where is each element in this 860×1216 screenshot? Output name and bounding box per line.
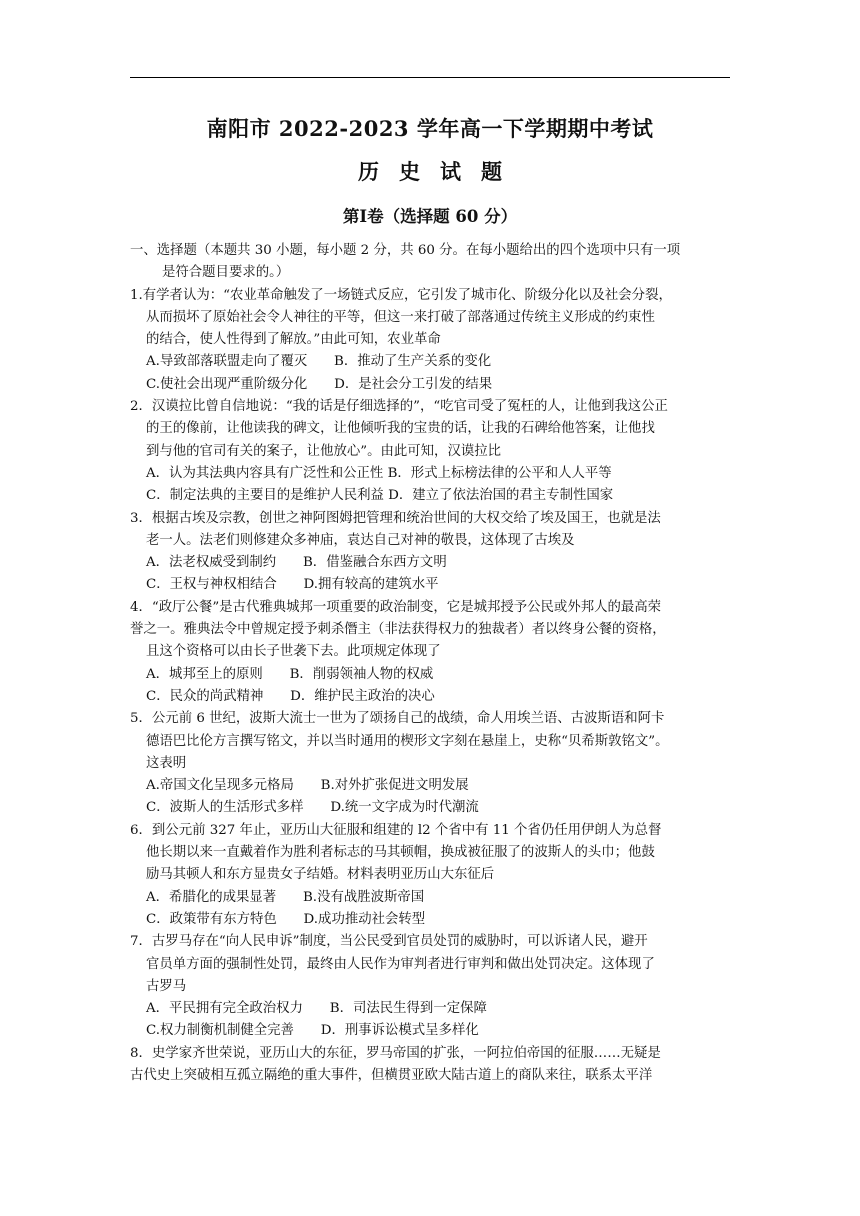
text-line-q5-1: 5．公元前 6 世纪，波斯大流士一世为了颂扬自己的战绩，命人用埃兰语、古波斯语和阿卡 <box>130 711 665 727</box>
text-line-q4-4: A．城邦至上的原则 B．削弱领袖人物的权威 <box>146 666 434 682</box>
text-line-q1-4: A.导致部落联盟走向了覆灭 B．推动了生产关系的变化 <box>146 354 492 370</box>
text-line-q4-5: C．民众的尚武精神 D．维护民主政治的决心 <box>146 688 435 704</box>
text-line-q6-3: 励马其顿人和东方显贵女子结婚。材料表明亚历山大东征后 <box>146 867 495 883</box>
text-line-q8-1: 8．史学家齐世荣说，亚历山大的东征，罗马帝国的扩张，一阿拉伯帝国的征服……无疑是 <box>130 1045 661 1061</box>
text-line-q5-3: 这表明 <box>146 755 187 771</box>
section-heading: 第Ⅰ卷（选择题 60 分） <box>342 207 518 226</box>
text-line-q3-4: C．王权与神权相结合 D.拥有较高的建筑水平 <box>146 577 439 593</box>
text-line-instr-2: 是符合题目要求的。） <box>162 265 290 281</box>
text-line-q1-5: C.使社会出现严重阶级分化 D．是社会分工引发的结果 <box>146 376 493 392</box>
text-line-q6-1: 6．到公元前 327 年止，亚历山大征服和组建的 l2 个省中有 11 个省仍任用伊朗人为总督 <box>130 822 662 838</box>
text-line-q6-2: 他长期以来一直戴着作为胜利者标志的马其顿帽，换成被征服了的波斯人的头巾；他鼓 <box>146 845 655 861</box>
text-line-q1-1: 1.有学者认为：“农业革命触发了一场链式反应，它引发了城市化、阶级分化以及社会分裂， <box>130 287 672 303</box>
text-line-q3-2: 老一人。法老们则修建众多神庙，袁达自己对神的敬畏，这体现了古埃及 <box>146 532 575 548</box>
text-line-q1-3: 的结合，使人性得到了解放。”由此可知，农业革命 <box>146 332 441 348</box>
text-line-q7-2: 官员单方面的强制性处罚，最终由人民作为审判者进行审判和做出处罚决定。这体现了 <box>146 956 655 972</box>
header-rule <box>130 77 730 78</box>
text-line-q5-5: C．波斯人的生活形式多样 D.统一文字成为时代潮流 <box>146 800 479 816</box>
text-line-q2-5: C．制定法典的主要目的是维护人民利益 D．建立了依法治国的君主专制性国家 <box>146 488 614 504</box>
exam-subject: 历史试题 <box>358 159 522 184</box>
text-line-q8-2: 古代史上突破相互孤立隔绝的重大事件，但横贯亚欧大陆古道上的商队来往，联系太平洋 <box>130 1067 653 1083</box>
text-line-q4-3: 且这个资格可以由长子世袭下去。此项规定体现了 <box>146 644 441 660</box>
text-line-instr-1: 一、选择题（本题共 30 小题，每小题 2 分，共 60 分。在每小题给出的四个选项中只有一项 <box>130 243 681 258</box>
text-line-q6-4: A．希腊化的成果显著 B.没有战胜波斯帝国 <box>146 889 425 905</box>
text-line-q7-5: C.权力制衡机制健全完善 D．刑事诉讼模式呈多样化 <box>146 1023 479 1039</box>
question-body <box>130 240 734 1087</box>
text-line-q3-1: 3．根据古埃及宗教，创世之神阿图姆把管理和统治世间的大权交给了埃及国王，也就是法 <box>130 510 661 526</box>
text-line-q4-1: 4．“政厅公餐”是古代雅典城邦一项重要的政治制变，它是城邦授予公民或外邦人的最高荣 <box>130 599 662 615</box>
text-line-q2-4: A．认为其法典内容具有广泛性和公正性 B．形式上标榜法律的公平和人人平等 <box>146 465 612 481</box>
text-line-q5-2: 德语巴比伦方言撰写铭文，并以当时通用的楔形文字刻在悬崖上，史称“贝希斯敦铭文”。 <box>146 733 669 749</box>
text-line-q7-4: A．平民拥有完全政治权力 B．司法民生得到一定保障 <box>146 1001 487 1017</box>
text-line-q4-2: 誉之一。雅典法令中曾规定授予刺杀僭主（非法获得权力的独裁者）者以终身公餐的资格， <box>130 622 666 638</box>
text-line-q1-2: 从而损坏了原始社会令人神往的平等，但这一来打破了部落通过传统主义形成的约束性 <box>146 309 655 325</box>
text-line-q6-5: C．政策带有东方特色 D.成功推动社会转型 <box>146 911 426 927</box>
text-line-q3-3: A．法老权威受到制约 B．借鉴融合东西方文明 <box>146 555 447 571</box>
text-line-q7-3: 古罗马 <box>146 978 187 994</box>
text-line-q2-1: 2．汉谟拉比曾自信地说：“我的话是仔细选择的”，“吃官司受了冤枉的人，让他到我这公正 <box>130 399 668 415</box>
text-line-q7-1: 7．古罗马存在“向人民申诉”制度，当公民受到官员处罚的威胁时，可以诉诸人民，避开 <box>130 934 648 950</box>
text-line-q2-2: 的王的像前，让他读我的碑文，让他倾听我的宝贵的话，让我的石碑给他答案，让他找 <box>146 421 655 437</box>
text-line-q2-3: 到与他的官司有关的案子，让他放心”。由此可知，汉谟拉比 <box>146 443 501 459</box>
exam-title: 南阳市 2022-2023 学年高一下学期期中考试 <box>206 116 654 141</box>
text-line-q5-4: A.帝国文化呈现多元格局 B.对外扩张促进文明发展 <box>146 778 469 794</box>
